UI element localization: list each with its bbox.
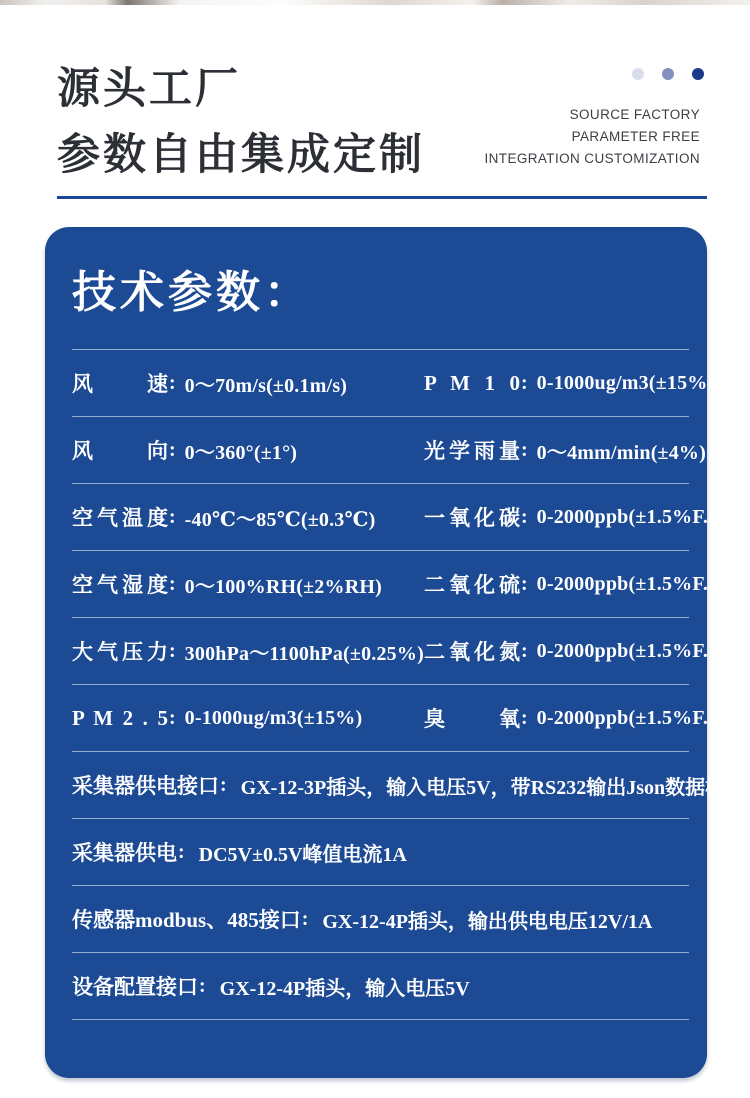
spec-label: 二氧化氮	[424, 640, 520, 664]
colon: :	[521, 706, 528, 729]
spec-cell	[72, 435, 424, 465]
colon: :	[220, 773, 227, 796]
colon: :	[169, 371, 176, 394]
spec-value: -40℃～85℃(±0.3℃)	[184, 508, 376, 531]
dot-icon-light	[632, 68, 644, 80]
spec-cell	[424, 636, 726, 666]
spec-cell	[424, 569, 726, 599]
colon: :	[169, 438, 176, 461]
spec-row	[45, 618, 727, 684]
spec-value: 300hPa～1100hPa(±0.25%)	[184, 642, 424, 665]
spec-row	[45, 685, 727, 751]
io-row	[45, 819, 707, 885]
spec-cell	[72, 636, 424, 666]
spec-value: 0-2000ppb(±1.5%F.S)	[536, 706, 727, 729]
colon: :	[521, 505, 528, 528]
spec-row	[45, 551, 727, 617]
io-row	[45, 953, 707, 1019]
spec-value: 0～4mm/min(±4%)	[536, 441, 706, 464]
spec-value: 0-2000ppb(±1.5%F.S)	[536, 639, 727, 662]
spec-cell	[424, 703, 726, 733]
dot-icon-medium	[662, 68, 674, 80]
colon: :	[521, 371, 528, 394]
page-title	[57, 56, 425, 188]
colon: :	[521, 639, 528, 662]
page-title-line-1: 源头工厂	[57, 65, 241, 113]
spec-label: 大气压力	[72, 640, 168, 664]
io-value: DC5V±0.5V峰值电流1A	[198, 843, 407, 866]
spec-cell	[72, 368, 424, 398]
dot-icon-dark	[692, 68, 704, 80]
spec-label: 风速	[72, 372, 168, 396]
spec-value: 0～360°(±1°)	[184, 441, 298, 464]
spec-cell	[424, 371, 714, 396]
spec-label: P M 2 . 5	[72, 705, 168, 730]
colon: :	[521, 438, 528, 461]
photo-edge-strip	[0, 0, 750, 5]
english-subtitle	[485, 104, 701, 170]
io-label: 采集器供电接口	[72, 774, 219, 798]
io-value: GX-12-3P插头，输入电压5V，带RS232输出Json数据格式	[240, 776, 746, 799]
spec-value: 0-2000ppb(±1.5%F.S)	[536, 572, 727, 595]
spec-cell	[424, 502, 726, 532]
io-value: GX-12-4P插头，输入电压5V	[219, 977, 470, 1000]
spec-row	[45, 350, 715, 416]
decorative-dots	[632, 68, 704, 80]
spec-label: 臭氧	[424, 707, 520, 731]
subtitle-line-3: INTEGRATION CUSTOMIZATION	[484, 151, 700, 166]
spec-cell	[424, 435, 706, 465]
io-row	[45, 752, 746, 818]
colon: :	[178, 840, 185, 863]
io-label: 传感器modbus、485接口	[72, 908, 301, 932]
spec-card	[45, 227, 746, 1078]
subtitle-line-1: SOURCE FACTORY	[569, 107, 700, 122]
spec-label: P M 1 0	[424, 370, 520, 395]
spec-value: 0～100%RH(±2%RH)	[184, 575, 382, 598]
spec-cell	[72, 502, 424, 532]
spec-cell	[72, 706, 424, 731]
colon: :	[199, 974, 206, 997]
header-divider-line	[57, 196, 707, 199]
spec-cell	[72, 569, 424, 599]
spec-label: 风向	[72, 439, 168, 463]
card-title-row	[45, 227, 707, 349]
colon: :	[521, 572, 528, 595]
colon: :	[169, 572, 176, 595]
colon: :	[301, 907, 309, 930]
colon: :	[169, 706, 176, 729]
subtitle-line-2: PARAMETER FREE	[571, 129, 700, 144]
spec-value: 0-1000ug/m3(±15%)	[536, 371, 715, 394]
spec-label: 一氧化碳	[424, 506, 520, 530]
spec-row	[45, 417, 707, 483]
row-separator	[72, 1019, 689, 1020]
spec-label: 空气湿度	[72, 573, 168, 597]
io-value: GX-12-4P插头，输出供电电压12V/1A	[322, 910, 653, 933]
io-row	[45, 886, 707, 952]
colon: :	[169, 639, 176, 662]
spec-label: 二氧化硫	[424, 573, 520, 597]
io-label: 采集器供电	[72, 841, 177, 865]
spec-label: 空气温度	[72, 506, 168, 530]
spec-value: 0-1000ug/m3(±15%)	[184, 706, 363, 729]
spec-row	[45, 484, 727, 550]
io-label: 设备配置接口	[72, 975, 198, 999]
spec-value: 0～70m/s(±0.1m/s)	[184, 374, 348, 397]
spec-label: 光学雨量	[424, 439, 520, 463]
spec-value: 0-2000ppb(±1.5%F.S)	[536, 505, 727, 528]
card-title: 技术参数：	[72, 268, 312, 317]
page-title-line-2: 参数自由集成定制	[57, 131, 425, 179]
colon: :	[169, 505, 176, 528]
